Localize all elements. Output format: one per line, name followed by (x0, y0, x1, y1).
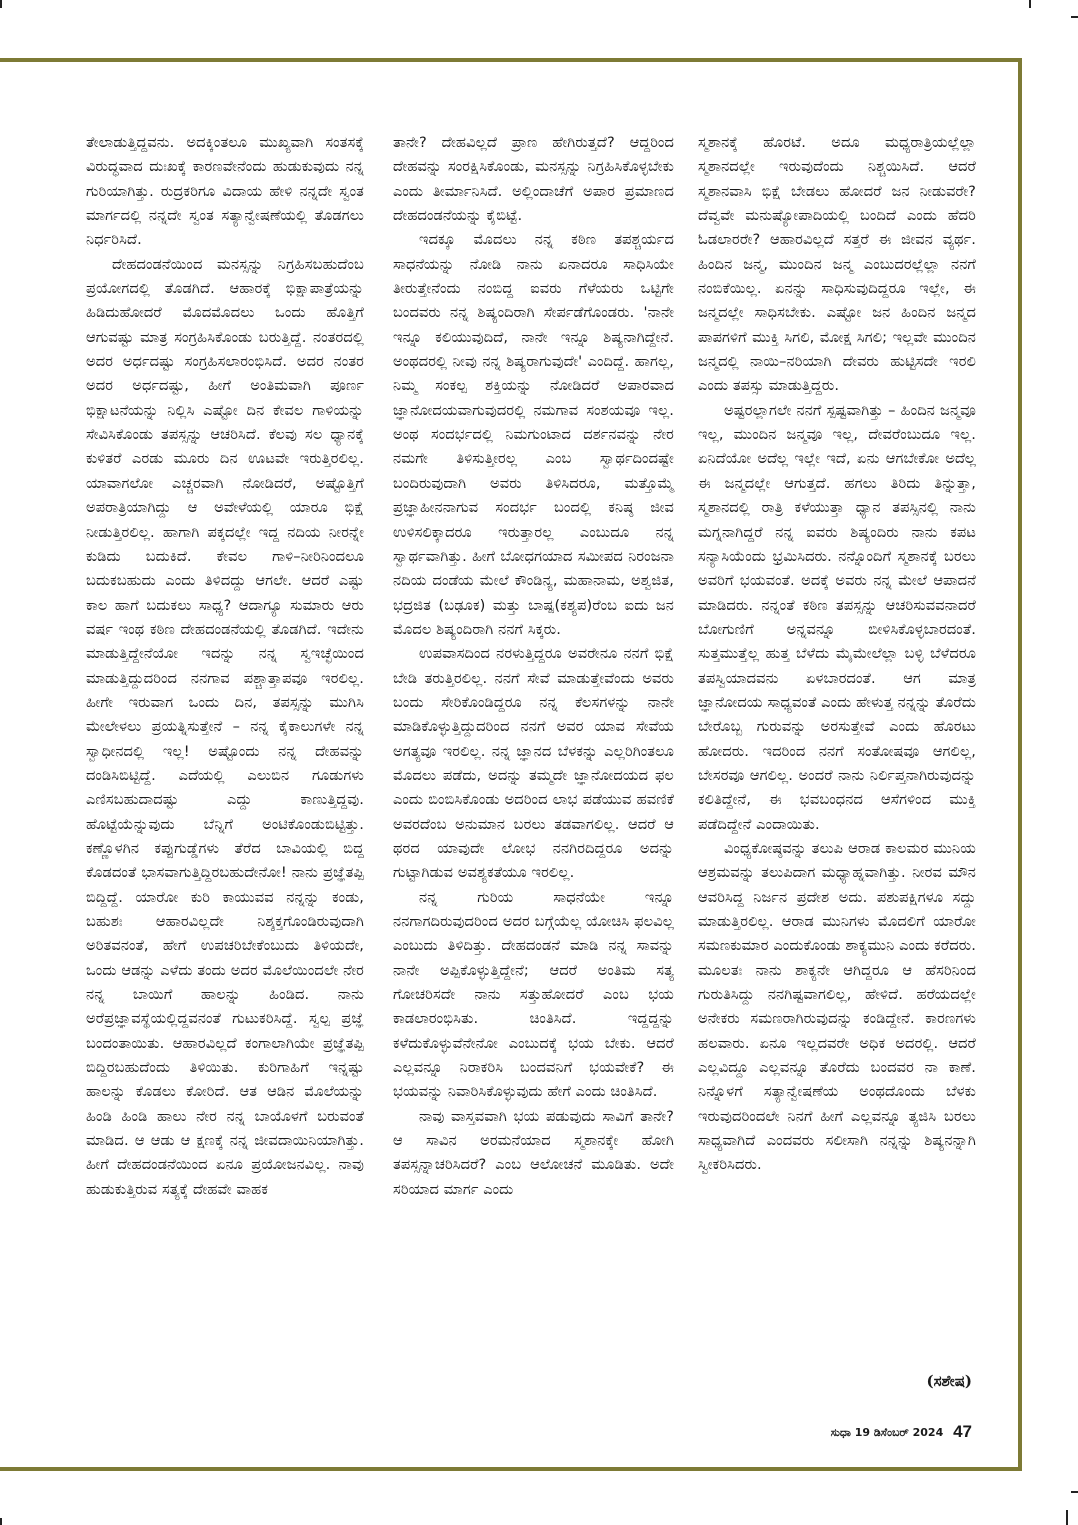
article-column-1 (86, 131, 364, 1202)
crop-mark (0, 0, 2, 8)
paragraph: ಸ್ಮಶಾನಕ್ಕೆ ಹೊರಟೆ. ಅದೂ ಮಧ್ಯರಾತ್ರಿಯಲ್ಲೆಲ್ಲಾ ಸ್ಮಶಾನದಲ್ಲೇ ಇರುವುದೆಂದು ನಿಶ್ಚಯಿಸಿದೆ. ಆದರೆ ಸ್ಮಶಾನವಾಸಿ ಭಿಕ್ಷೆ ಬೇಡಲು ಹೋದರೆ ಜನ ನೀಡುವರೇ? ದೆವ್ವವೇ ಮನುಷ್ಯೋಪಾದಿಯಲ್ಲಿ ಬಂದಿದೆ ಎಂದು ಹೆದರಿ ಓಡಲಾರರೇ? ಆಹಾರವಿಲ್ಲದೆ ಸತ್ತರೆ ಈ ಜೀವನ ವ್ಯರ್ಥ. ಹಿಂದಿನ ಜನ್ಮ, ಮುಂದಿನ ಜನ್ಮ ಎಂಬುದರಲ್ಲೆಲ್ಲಾ ನನಗೆ ನಂಬಿಕೆಯಿಲ್ಲ. ಏನನ್ನು ಸಾಧಿಸುವುದಿದ್ದರೂ ಇಲ್ಲೇ, ಈ ಜನ್ಮದಲ್ಲೇ ಸಾಧಿಸಬೇಕು. ಎಷ್ಟೋ ಜನ ಹಿಂದಿನ ಜನ್ಮದ ಪಾಪಗಳಿಗೆ ಮುಕ್ತಿ ಸಿಗಲಿ, ಮೋಕ್ಷ ಸಿಗಲಿ; ಇಲ್ಲವೇ ಮುಂದಿನ ಜನ್ಮದಲ್ಲಿ ನಾಯಿ–ನರಿಯಾಗಿ ದೇವರು ಹುಟ್ಟಿಸದೇ ಇರಲಿ ಎಂದು ತಪಸ್ಸು ಮಾಡುತ್ತಿದ್ದರು. (698, 134, 976, 395)
to-be-continued-label: (ಸಶೇಷ) (926, 1372, 972, 1390)
article-column-3 (698, 131, 976, 1178)
paragraph: ಅಷ್ಟರಲ್ಲಾಗಲೇ ನನಗೆ ಸ್ಪಷ್ಟವಾಗಿತ್ತು – ಹಿಂದಿನ ಜನ್ಮವೂ ಇಲ್ಲ, ಮುಂದಿನ ಜನ್ಮವೂ ಇಲ್ಲ, ದೇವರೆಂಬುದೂ ಇಲ್ಲ. ಏನಿದೆಯೋ ಅದೆಲ್ಲ ಇಲ್ಲೇ ಇದೆ, ಏನು ಆಗಬೇಕೋ ಅದೆಲ್ಲ ಈ ಜನ್ಮದಲ್ಲೇ ಆಗುತ್ತದೆ. ಹಗಲು ತಿರಿದು ತಿನ್ನುತ್ತಾ, ಸ್ಮಶಾನದಲ್ಲಿ ರಾತ್ರಿ ಕಳೆಯುತ್ತಾ ಧ್ಯಾನ ತಪಸ್ಸಿನಲ್ಲಿ ನಾನು ಮಗ್ನನಾಗಿದ್ದರೆ ನನ್ನ ಐವರು ಶಿಷ್ಯಂದಿರು ನಾನು ಕಪಟ ಸನ್ಯಾಸಿಯೆಂದು ಭ್ರಮಿಸಿದರು. ನನ್ನೊಂದಿಗೆ ಸ್ಮಶಾನಕ್ಕೆ ಬರಲು ಅವರಿಗೆ ಭಯವಂತೆ. ಅದಕ್ಕೆ ಅವರು ನನ್ನ ಮೇಲೆ ಆಪಾದನೆ ಮಾಡಿದರು. ನನ್ನಂತೆ ಕಠಿಣ ತಪಸ್ಸನ್ನು ಆಚರಿಸುವವನಾದರೆ ಬೋಗುಣಿಗೆ ಅನ್ನವನ್ನೂ ಬೀಳಿಸಿಕೊಳ್ಳಬಾರದಂತೆ. ಸುತ್ತಮುತ್ತೆಲ್ಲ ಹುತ್ತ ಬೆಳೆದು ಮೈಮೇಲೆಲ್ಲಾ ಬಳ್ಳಿ ಬೆಳೆದರೂ ತಪಸ್ವಿಯಾದವನು ಏಳಬಾರದಂತೆ. ಆಗ ಮಾತ್ರ ಜ್ಞಾನೋದಯ ಸಾಧ್ಯವಂತೆ ಎಂದು ಹೇಳುತ್ತ ನನ್ನನ್ನು ತೊರೆದು ಬೇರೊಬ್ಬ ಗುರುವನ್ನು ಅರಸುತ್ತೇವೆ ಎಂದು ಹೊರಟು ಹೋದರು. ಇದರಿಂದ ನನಗೆ ಸಂತೋಷವೂ ಆಗಲಿಲ್ಲ, ಬೇಸರವೂ ಆಗಲಿಲ್ಲ. ಅಂದರೆ ನಾನು ನಿರ್ಲಿಪ್ತನಾಗಿರುವುದನ್ನು ಕಲಿತಿದ್ದೇನೆ, ಈ ಭವಬಂಧನದ ಆಸೆಗಳಿಂದ ಮುಕ್ತಿ ಪಡೆದಿದ್ದೇನೆ ಎಂದಾಯಿತು. (698, 401, 976, 833)
paragraph: ನನ್ನ ಗುರಿಯ ಸಾಧನೆಯೇ ಇನ್ನೂ ನನಗಾಗದಿರುವುದರಿಂದ ಅದರ ಬಗ್ಗೆಯೆಲ್ಲ ಯೋಚಿಸಿ ಫಲವಿಲ್ಲ ಎಂಬುದು ತಿಳಿದಿತ್ತು. ದೇಹದಂಡನೆ ಮಾಡಿ ನನ್ನ ಸಾವನ್ನು ನಾನೇ ಅಪ್ಪಿಕೊಳ್ಳುತ್ತಿದ್ದೇನೆ; ಆದರೆ ಅಂತಿಮ ಸತ್ಯ ಗೋಚರಿಸದೇ ನಾನು ಸತ್ತುಹೋದರೆ ಎಂಬ ಭಯ ಕಾಡಲಾರಂಭಿಸಿತು. ಚಿಂತಿಸಿದೆ. ಇದ್ದದ್ದನ್ನು ಕಳೆದುಕೊಳ್ಳುವೆನೇನೋ ಎಂಬುದಕ್ಕೆ ಭಯ ಬೇಕು. ಆದರೆ ಎಲ್ಲವನ್ನೂ ನಿರಾಕರಿಸಿ ಬಂದವನಿಗೆ ಭಯವೇಕೆ? ಈ ಭಯವನ್ನು ನಿವಾರಿಸಿಕೊಳ್ಳುವುದು ಹೇಗೆ ಎಂದು ಚಿಂತಿಸಿದೆ. (393, 888, 674, 1101)
paragraph: ಉಪವಾಸದಿಂದ ನರಳುತ್ತಿದ್ದರೂ ಅವರೇನೂ ನನಗೆ ಭಿಕ್ಷೆ ಬೇಡಿ ತರುತ್ತಿರಲಿಲ್ಲ. ನನಗೆ ಸೇವೆ ಮಾಡುತ್ತೇವೆಂದು ಅವರು ಬಂದು ಸೇರಿಕೊಂಡಿದ್ದರೂ ನನ್ನ ಕೆಲಸಗಳನ್ನು ನಾನೇ ಮಾಡಿಕೊಳ್ಳುತ್ತಿದ್ದುದರಿಂದ ನನಗೆ ಅವರ ಯಾವ ಸೇವೆಯ ಅಗತ್ಯವೂ ಇರಲಿಲ್ಲ. ನನ್ನ ಜ್ಞಾನದ ಬೆಳಕನ್ನು ಎಲ್ಲರಿಗಿಂತಲೂ ಮೊದಲು ಪಡೆದು, ಅದನ್ನು ತಮ್ಮದೇ ಜ್ಞಾನೋದಯದ ಫಲ ಎಂದು ಬಿಂಬಿಸಿಕೊಂಡು ಅದರಿಂದ ಲಾಭ ಪಡೆಯುವ ಹವಣಿಕೆ ಅವರದೆಂಬ ಅನುಮಾನ ಬರಲು ತಡವಾಗಲಿಲ್ಲ. ಆದರೆ ಆ ಥರದ ಯಾವುದೇ ಲೋಭ ನನಗಿರದಿದ್ದರೂ ಅದನ್ನು ಗುಟ್ಟಾಗಿಡುವ ಅವಶ್ಯಕತೆಯೂ ಇರಲಿಲ್ಲ. (393, 645, 674, 882)
paragraph: ತಾನೇ? ದೇಹವಿಲ್ಲದೆ ಪ್ರಾಣ ಹೇಗಿರುತ್ತದೆ? ಆದ್ದರಿಂದ ದೇಹವನ್ನು ಸಂರಕ್ಷಿಸಿಕೊಂಡು, ಮನಸ್ಸನ್ನು ನಿಗ್ರಹಿಸಿಕೊಳ್ಳಬೇಕು ಎಂದು ತೀರ್ಮಾನಿಸಿದೆ. ಅಲ್ಲಿಂದಾಚೆಗೆ ಅಪಾರ ಪ್ರಮಾಣದ ದೇಹದಂಡನೆಯನ್ನು ಕೈಬಿಟ್ಟೆ. (393, 134, 674, 225)
paragraph: ವಿಂಧ್ಯಕೋಷ್ಠವನ್ನು ತಲುಪಿ ಆರಾಡ ಕಾಲಮರ ಮುನಿಯ ಆಶ್ರಮವನ್ನು ತಲುಪಿದಾಗ ಮಧ್ಯಾಹ್ನವಾಗಿತ್ತು. ನೀರವ ಮೌನ ಆವರಿಸಿದ್ದ ನಿರ್ಜನ ಪ್ರದೇಶ ಅದು. ಪಶುಪಕ್ಷಿಗಳೂ ಸದ್ದು ಮಾಡುತ್ತಿರಲಿಲ್ಲ. ಆರಾಡ ಮುನಿಗಳು ಮೊದಲಿಗೆ ಯಾರೋ ಸಮಣಕುಮಾರ ಎಂದುಕೊಂಡು ಶಾಕ್ಯಮುನಿ ಎಂದು ಕರೆದರು. ಮೂಲತಃ ನಾನು ಶಾಕ್ಯನೇ ಆಗಿದ್ದರೂ ಆ ಹೆಸರಿನಿಂದ ಗುರುತಿಸಿದ್ದು ನನಗಿಷ್ಟವಾಗಲಿಲ್ಲ, ಹೇಳಿದೆ. ಹರೆಯದಲ್ಲೇ ಅನೇಕರು ಸಮಣರಾಗಿರುವುದನ್ನು ಕಂಡಿದ್ದೇನೆ. ಕಾರಣಗಳು ಹಲವಾರು. ಏನೂ ಇಲ್ಲದವರೇ ಅಧಿಕ ಅದರಲ್ಲಿ. ಆದರೆ ಎಲ್ಲವಿದ್ದೂ ಎಲ್ಲವನ್ನೂ ತೊರೆದು ಬಂದವರ ನಾ ಕಾಣೆ. ನಿನ್ನೊಳಗೆ ಸತ್ಯಾನ್ವೇಷಣೆಯ ಅಂಥದೊಂದು ಬೆಳಕು ಇರುವುದರಿಂದಲೇ ನಿನಗೆ ಹೀಗೆ ಎಲ್ಲವನ್ನೂ ತ್ಯಜಿಸಿ ಬರಲು ಸಾಧ್ಯವಾಗಿದೆ ಎಂದವರು ಸಲೀಸಾಗಿ ನನ್ನನ್ನು ಶಿಷ್ಯನನ್ನಾಗಿ ಸ್ವೀಕರಿಸಿದರು. (698, 839, 976, 1174)
crop-mark (1066, 1510, 1068, 1525)
paragraph: ದೇಹದಂಡನೆಯಿಂದ ಮನಸ್ಸನ್ನು ನಿಗ್ರಹಿಸಬಹುದೆಂಬ ಪ್ರಯೋಗದಲ್ಲಿ ತೊಡಗಿದೆ. ಆಹಾರಕ್ಕೆ ಭಿಕ್ಷಾಪಾತ್ರೆಯನ್ನು ಹಿಡಿದುಹೋದರೆ ಮೊದಮೊದಲು ಒಂದು ಹೊತ್ತಿಗೆ ಆಗುವಷ್ಟು ಮಾತ್ರ ಸಂಗ್ರಹಿಸಿಕೊಂಡು ಬರುತ್ತಿದ್ದೆ. ನಂತರದಲ್ಲಿ ಅದರ ಅರ್ಧದಷ್ಟು ಸಂಗ್ರಹಿಸಲಾರಂಭಿಸಿದೆ. ಅದರ ನಂತರ ಅದರ ಅರ್ಧದಷ್ಟು, ಹೀಗೆ ಅಂತಿಮವಾಗಿ ಪೂರ್ಣ ಭಿಕ್ಷಾಟನೆಯನ್ನು ನಿಲ್ಲಿಸಿ ಎಷ್ಟೋ ದಿನ ಕೇವಲ ಗಾಳಿಯನ್ನು ಸೇವಿಸಿಕೊಂಡು ತಪಸ್ಸನ್ನು ಆಚರಿಸಿದೆ. ಕೆಲವು ಸಲ ಧ್ಯಾನಕ್ಕೆ ಕುಳಿತರೆ ಎರಡು ಮೂರು ದಿನ ಊಟವೇ ಇರುತ್ತಿರಲಿಲ್ಲ. ಯಾವಾಗಲೋ ಎಚ್ಚರವಾಗಿ ನೋಡಿದರೆ, ಅಷ್ಟೊತ್ತಿಗೆ ಅಪರಾತ್ರಿಯಾಗಿದ್ದು ಆ ಅವೇಳೆಯಲ್ಲಿ ಯಾರೂ ಭಿಕ್ಷೆ ನೀಡುತ್ತಿರಲಿಲ್ಲ. ಹಾಗಾಗಿ ಪಕ್ಕದಲ್ಲೇ ಇದ್ದ ನದಿಯ ನೀರನ್ನೇ ಕುಡಿದು ಬದುಕಿದೆ. ಕೇವಲ ಗಾಳಿ–ನೀರಿನಿಂದಲೂ ಬದುಕಬಹುದು ಎಂದು ತಿಳಿದದ್ದು ಆಗಲೇ. ಆದರೆ ಎಷ್ಟು ಕಾಲ ಹಾಗೆ ಬದುಕಲು ಸಾಧ್ಯ? ಆದಾಗ್ಯೂ ಸುಮಾರು ಆರು ವರ್ಷ ಇಂಥ ಕಠಿಣ ದೇಹದಂಡನೆಯಲ್ಲಿ ತೊಡಗಿದೆ. ಇದೇನು ಮಾಡುತ್ತಿದ್ದೇನೆಯೋ ಇದನ್ನು ನನ್ನ ಸ್ವಇಚ್ಛೆಯಿಂದ ಮಾಡುತ್ತಿದ್ದುದರಿಂದ ನನಗಾವ ಪಶ್ಚಾತ್ತಾಪವೂ ಇರಲಿಲ್ಲ. ಹೀಗೇ ಇರುವಾಗ ಒಂದು ದಿನ, ತಪಸ್ಸನ್ನು ಮುಗಿಸಿ ಮೇಲೇಳಲು ಪ್ರಯತ್ನಿಸುತ್ತೇನೆ – ನನ್ನ ಕೈಕಾಲುಗಳೇ ನನ್ನ ಸ್ವಾಧೀನದಲ್ಲಿ ಇಲ್ಲ! ಅಷ್ಟೊಂದು ನನ್ನ ದೇಹವನ್ನು ದಂಡಿಸಿಬಿಟ್ಟಿದ್ದೆ. ಎದೆಯಲ್ಲಿ ಎಲುಬಿನ ಗೂಡುಗಳು ಎಣಿಸಬಹುದಾದಷ್ಟು ಎದ್ದು ಕಾಣುತ್ತಿದ್ದವು. ಹೊಟ್ಟೆಯೆನ್ನುವುದು ಬೆನ್ನಿಗೆ ಅಂಟಿಕೊಂಡುಬಿಟ್ಟಿತ್ತು. ಕಣ್ಣೊಳಗಿನ ಕಪ್ಪುಗುಡ್ಡೆಗಳು ತೆರೆದ ಬಾವಿಯಲ್ಲಿ ಬಿದ್ದ ಕೊಡದಂತೆ ಭಾಸವಾಗುತ್ತಿದ್ದಿರಬಹುದೇನೋ! ನಾನು ಪ್ರಜ್ಞೆತಪ್ಪಿ ಬಿದ್ದಿದ್ದೆ. ಯಾರೋ ಕುರಿ ಕಾಯುವವ ನನ್ನನ್ನು ಕಂಡು, ಬಹುಶಃ ಆಹಾರವಿಲ್ಲದೇ ನಿಶ್ಶಕ್ತಗೊಂಡಿರುವುದಾಗಿ ಅರಿತವನಂತೆ, ಹೇಗೆ ಉಪಚರಿಬೇಕೆಂಬುದು ತಿಳಿಯದೇ, ಒಂದು ಆಡನ್ನು ಎಳೆದು ತಂದು ಅದರ ಮೊಲೆಯಿಂದಲೇ ನೇರ ನನ್ನ ಬಾಯಿಗೆ ಹಾಲನ್ನು ಹಿಂಡಿದ. ನಾನು ಅರೆಪ್ರಜ್ಞಾವಸ್ಥೆಯಲ್ಲಿದ್ದವನಂತೆ ಗುಟುಕರಿಸಿದ್ದೆ. ಸ್ವಲ್ಪ ಪ್ರಜ್ಞೆ ಬಂದಂತಾಯಿತು. ಆಹಾರವಿಲ್ಲದೆ ಕಂಗಾಲಾಗಿಯೇ ಪ್ರಜ್ಞೆತಪ್ಪಿ ಬಿದ್ದಿರಬಹುದೆಂದು ತಿಳಿಯಿತು. ಕುರಿಗಾಹಿಗೆ ಇನ್ನಷ್ಟು ಹಾಲನ್ನು ಕೊಡಲು ಕೋರಿದೆ. ಆತ ಆಡಿನ ಮೊಲೆಯನ್ನು ಹಿಂಡಿ ಹಿಂಡಿ ಹಾಲು ನೇರ ನನ್ನ ಬಾಯೊಳಗೆ ಬರುವಂತೆ ಮಾಡಿದ. ಆ ಆಡು ಆ ಕ್ಷಣಕ್ಕೆ ನನ್ನ ಜೀವದಾಯಿನಿಯಾಗಿತ್ತು. ಹೀಗೆ ದೇಹದಂಡನೆಯಿಂದ ಏನೂ ಪ್ರಯೋಜನವಿಲ್ಲ. ನಾವು ಹುಡುಕುತ್ತಿರುವ ಸತ್ಯಕ್ಕೆ ದೇಹವೇ ವಾಹಕ (86, 255, 364, 1198)
crop-mark (1029, 0, 1031, 8)
page-number: 47 (953, 1422, 972, 1441)
paragraph: ಇದಕ್ಕೂ ಮೊದಲು ನನ್ನ ಕಠಿಣ ತಪಶ್ಚರ್ಯದ ಸಾಧನೆಯನ್ನು ನೋಡಿ ನಾನು ಏನಾದರೂ ಸಾಧಿಸಿಯೇ ತೀರುತ್ತೇನೆಂದು ನಂಬಿದ್ದ ಐವರು ಗೆಳೆಯರು ಒಟ್ಟಿಗೇ ಬಂದವರು ನನ್ನ ಶಿಷ್ಯಂದಿರಾಗಿ ಸೇರ್ಪಡೆಗೊಂಡರು. 'ನಾನೇ ಇನ್ನೂ ಕಲಿಯುವುದಿದೆ, ನಾನೇ ಇನ್ನೂ ಶಿಷ್ಯನಾಗಿದ್ದೇನೆ. ಅಂಥದರಲ್ಲಿ ನೀವು ನನ್ನ ಶಿಷ್ಯರಾಗುವುದೇ' ಎಂದಿದ್ದೆ. ಹಾಗಲ್ಲ, ನಿಮ್ಮ ಸಂಕಲ್ಪ ಶಕ್ತಿಯನ್ನು ನೋಡಿದರೆ ಅಪಾರವಾದ ಜ್ಞಾನೋದಯವಾಗುವುದರಲ್ಲಿ ನಮಗಾವ ಸಂಶಯವೂ ಇಲ್ಲ. ಅಂಥ ಸಂದರ್ಭದಲ್ಲಿ ನಿಮಗುಂಟಾದ ದರ್ಶನವನ್ನು ನೇರ ನಮಗೇ ತಿಳಿಸುತ್ತೀರಲ್ಲ ಎಂಬ ಸ್ವಾರ್ಥದಿಂದಷ್ಟೇ ಬಂದಿರುವುದಾಗಿ ಅವರು ತಿಳಿಸಿದರೂ, ಮತ್ತೊಮ್ಮೆ ಪ್ರಜ್ಞಾಹೀನನಾಗುವ ಸಂದರ್ಭ ಬಂದಲ್ಲಿ ಕನಿಷ್ಠ ಜೀವ ಉಳಿಸಲಿಕ್ಕಾದರೂ ಇರುತ್ತಾರಲ್ಲ ಎಂಬುದೂ ನನ್ನ ಸ್ವಾರ್ಥವಾಗಿತ್ತು. ಹೀಗೆ ಬೋಧಗಯಾದ ಸಮೀಪದ ನಿರಂಜನಾ ನದಿಯ ದಂಡೆಯ ಮೇಲೆ ಕೌಂಡಿನ್ಯ, ಮಹಾನಾಮ, ಅಶ್ವಜಿತ, ಭದ್ರಜಿತ (ಬಢೂಕ) ಮತ್ತು ಬಾಷ್ಪ(ಕಶ್ಯಪ)ರೆಂಬ ಐದು ಜನ ಮೊದಲ ಶಿಷ್ಯಂದಿರಾಗಿ ನನಗೆ ಸಿಕ್ಕರು. (393, 231, 674, 638)
article-column-2 (393, 131, 674, 1202)
paragraph: ನಾವು ವಾಸ್ತವವಾಗಿ ಭಯ ಪಡುವುದು ಸಾವಿಗೆ ತಾನೇ? ಆ ಸಾವಿನ ಅರಮನೆಯಾದ ಸ್ಮಶಾನಕ್ಕೇ ಹೋಗಿ ತಪಸ್ಸನ್ನಾಚರಿಸಿದರೆ? ಎಂಬ ಆಲೋಚನೆ ಮೂಡಿತು. ಅದೇ ಸರಿಯಾದ ಮಾರ್ಗ ಎಂದು (393, 1107, 674, 1198)
magazine-issue-date: ಸುಧಾ 19 ಡಿಸೆಂಬರ್ 2024 (830, 1426, 944, 1439)
page-footer (700, 1422, 972, 1442)
crop-mark (0, 1518, 2, 1525)
paragraph: ತೇಲಾಡುತ್ತಿದ್ದವನು. ಅದಕ್ಕಿಂತಲೂ ಮುಖ್ಯವಾಗಿ ಸಂತಸಕ್ಕೆ ವಿರುದ್ಧವಾದ ದುಃಖಕ್ಕೆ ಕಾರಣವೇನೆಂದು ಹುಡುಕುವುದು ನನ್ನ ಗುರಿಯಾಗಿತ್ತು. ರುದ್ರಕರಿಗೂ ವಿದಾಯ ಹೇಳಿ ನನ್ನದೇ ಸ್ವಂತ ಮಾರ್ಗದಲ್ಲಿ ನನ್ನದೇ ಸ್ವಂತ ಸತ್ಯಾನ್ವೇಷಣೆಯಲ್ಲಿ ತೊಡಗಲು ನಿರ್ಧರಿಸಿದೆ. (86, 134, 364, 249)
crop-mark (1071, 16, 1078, 18)
crop-mark (1071, 1491, 1078, 1493)
